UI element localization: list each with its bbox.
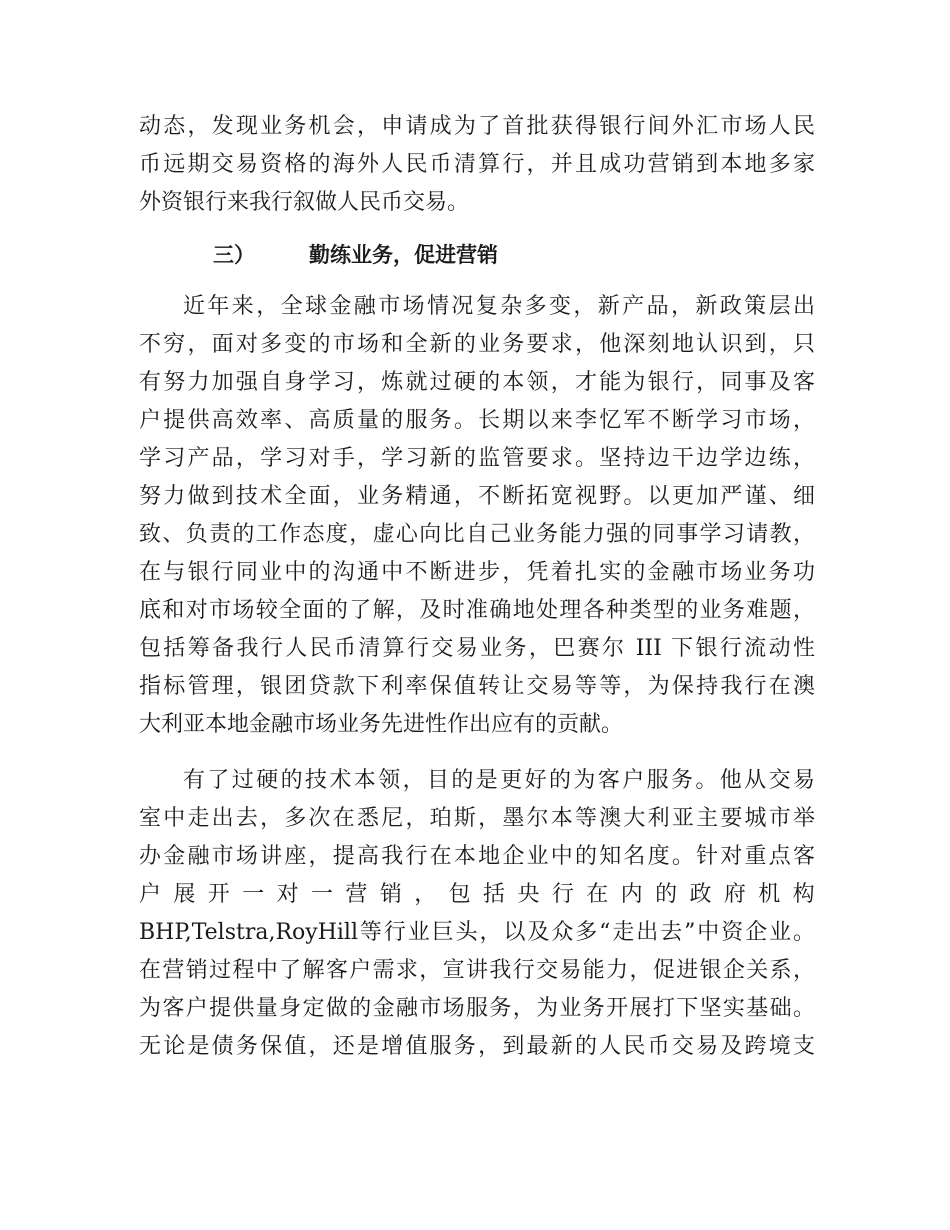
text-line: 大利亚本地金融市场业务先进性作出应有的贡献。 (139, 712, 624, 737)
text-line: 在与银行同业中的沟通中不断进步，凭着扎实的金融市场业务功 (139, 560, 815, 585)
document-body (139, 108, 815, 1066)
text-line: 有努力加强自身学习，炼就过硬的本领，才能为银行，同事及客 (139, 370, 815, 395)
section-heading (139, 236, 815, 274)
text-line: 在营销过程中了解客户需求，宣讲我行交易能力，促进银企关系， (139, 958, 815, 983)
text-line: 为客户提供量身定做的金融市场服务，为业务开展打下坚实基础。 (139, 996, 815, 1021)
text-line: 户展开一对一营销，包括央行在内的政府机构 (139, 882, 815, 907)
paragraph-service (139, 762, 815, 1066)
text-line: 致、负责的工作态度，虚心向比自己业务能力强的同事学习请教， (139, 522, 815, 547)
section-title: 勤练业务，促进营销 (309, 243, 498, 267)
text-line: 近年来，全球金融市场情况复杂多变，新产品，新政策层出 (183, 294, 815, 319)
text-line: 币远期交易资格的海外人民币清算行，并且成功营销到本地多家 (139, 152, 815, 177)
text-line: 外资银行来我行叙做人民币交易。 (139, 190, 470, 215)
text-line: 包括筹备我行人民币清算行交易业务，巴赛尔 III 下银行流动性 (139, 636, 815, 661)
text-line: 努力做到技术全面，业务精通，不断拓宽视野。以更加严谨、细 (139, 484, 815, 509)
text-line: 指标管理，银团贷款下利率保值转让交易等等，为保持我行在澳 (139, 674, 815, 699)
text-line: 办金融市场讲座，提高我行在本地企业中的知名度。针对重点客 (139, 844, 815, 869)
text-line: BHP,Telstra,RoyHill等行业巨头，以及众多“走出去”中资企业。 (139, 920, 815, 945)
text-line: 底和对市场较全面的了解，及时准确地处理各种类型的业务难题， (139, 598, 815, 623)
text-line: 不穷，面对多变的市场和全新的业务要求，他深刻地认识到，只 (139, 332, 815, 357)
section-number: 三） (213, 243, 255, 267)
paragraph-study (139, 288, 815, 744)
text-line: 户提供高效率、高质量的服务。长期以来李忆军不断学习市场， (139, 408, 815, 433)
text-line: 有了过硬的技术本领，目的是更好的为客户服务。他从交易 (183, 768, 815, 793)
text-line: 学习产品，学习对手，学习新的监管要求。坚持边干边学边练， (139, 446, 815, 471)
text-line: 无论是债务保值，还是增值服务，到最新的人民币交易及跨境支 (139, 1034, 815, 1059)
text-line: 动态，发现业务机会，申请成为了首批获得银行间外汇市场人民 (139, 114, 815, 139)
text-line: 室中走出去，多次在悉尼，珀斯，墨尔本等澳大利亚主要城市举 (139, 806, 815, 831)
paragraph-spacer (139, 744, 815, 762)
paragraph-continuation (139, 108, 815, 222)
